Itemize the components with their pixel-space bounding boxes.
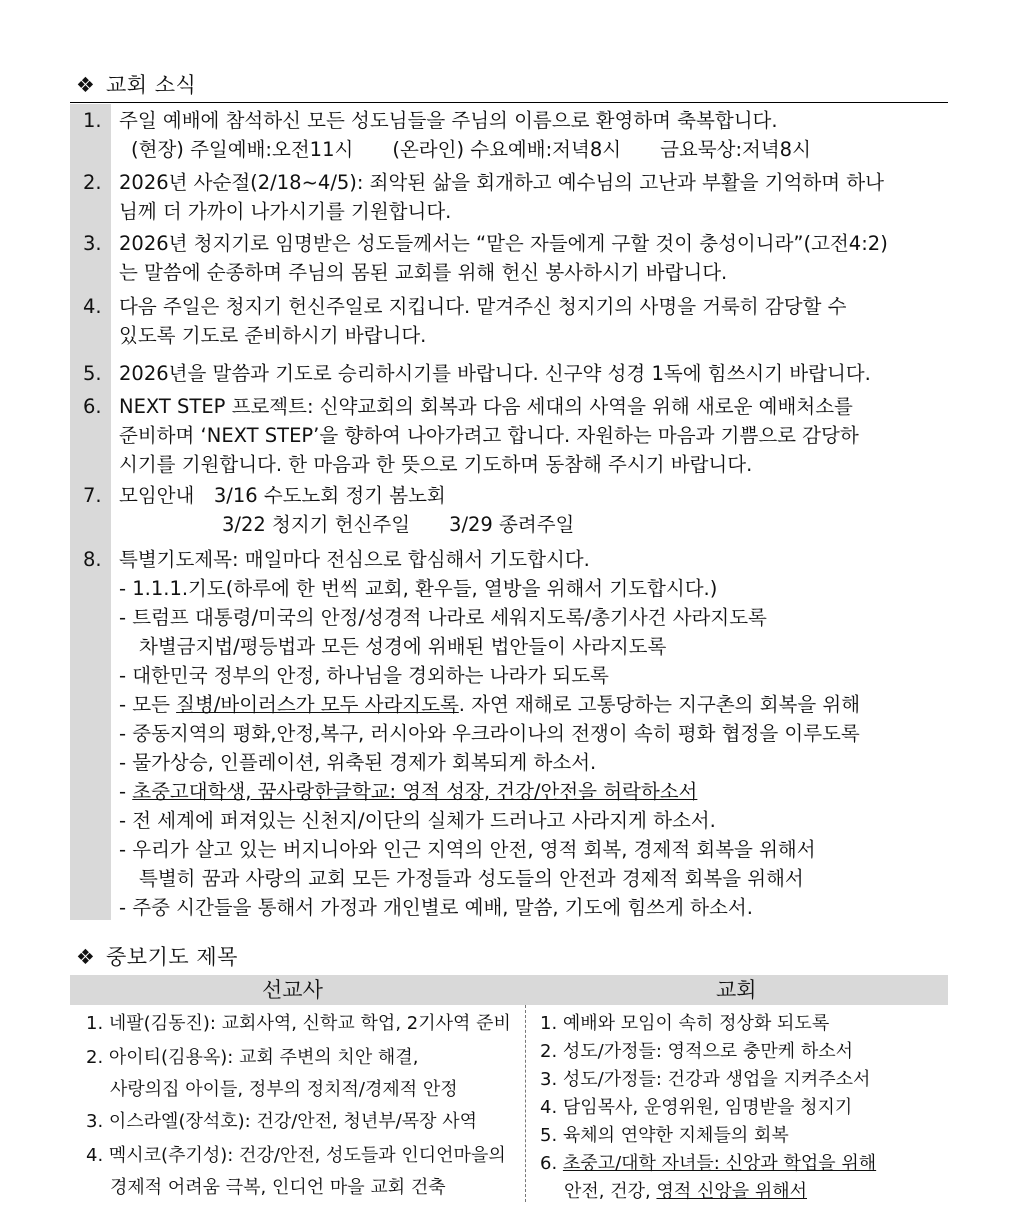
item-number: 2. (83, 171, 102, 194)
item-number: 6. (83, 395, 102, 418)
item-line: 2026년 청지기로 임명받은 성도들께서는 “맡은 자들에게 구할 것이 충성이니라”(고전4:2) (119, 232, 888, 255)
prayer-sub-item: - 주중 시간들을 통해서 가정과 개인별로 예배, 말씀, 기도에 힘쓰게 하소서. (119, 896, 753, 919)
item-line: 있도록 기도로 준비하시기 바랍니다. (119, 324, 427, 347)
church-item-prefix: 6. (540, 1153, 563, 1174)
prayer-sub-item (119, 690, 949, 719)
church-item: 5. 육체의 연약한 지체들의 회복 (540, 1125, 789, 1146)
item-line: 모임안내 3/16 수도노회 정기 봄노회 (119, 484, 446, 507)
diamond-bullet-icon: ❖ (76, 945, 96, 969)
prayer-sub-item (119, 777, 949, 806)
news-title-rule (70, 102, 948, 103)
church-column-header: 교회 (716, 978, 757, 1002)
item-line: 시기를 기원합니다. 한 마음과 한 뜻으로 기도하며 동참해 주시기 바랍니다. (119, 453, 753, 476)
prayer-sub-item: - 1.1.1.기도(하루에 한 번씩 교회, 환우들, 열방을 위해서 기도합시다.) (119, 577, 718, 600)
sub-item-prefix: - (119, 780, 133, 803)
item-line: 3/22 청지기 헌신주일 3/29 종려주일 (222, 513, 575, 536)
prayer-sub-item: - 대한민국 정부의 안정, 하나님을 경외하는 나라가 되도록 (119, 664, 609, 687)
item-number: 7. (83, 484, 102, 507)
prayer-title-text: 중보기도 제목 (106, 945, 238, 969)
church-item (540, 1150, 940, 1178)
item-number: 3. (83, 232, 102, 255)
prayer-sub-item: 차별금지법/평등법과 모든 성경에 위배된 법안들이 사라지도록 (139, 635, 667, 658)
missionary-item: 1. 네팔(김동진): 교회사역, 신학교 학업, 2기사역 준비 (86, 1013, 511, 1034)
missionary-item: 3. 이스라엘(장석호): 건강/안전, 청년부/목장 사역 (86, 1111, 478, 1132)
missionary-item-continued: 경제적 어려움 극복, 인디언 마을 교회 건축 (110, 1177, 446, 1198)
item-line: NEXT STEP 프로젝트: 신약교회의 회복과 다음 세대의 사역을 위해 새로운 예배처소를 (119, 395, 853, 418)
church-item: 3. 성도/가정들: 건강과 생업을 지켜주소서 (540, 1069, 871, 1090)
church-item: 2. 성도/가정들: 영적으로 충만케 하소서 (540, 1041, 854, 1062)
underlined-phrase: 질병/바이러스가 모두 사라지도록 (176, 693, 459, 716)
church-item-continued (540, 1178, 940, 1206)
news-title-text: 교회 소식 (106, 73, 197, 97)
underlined-phrase: 영적 신앙을 위해서 (656, 1181, 807, 1202)
item-line: 님께 더 가까이 나가시기를 기원합니다. (119, 200, 452, 223)
number-column-shade (70, 104, 111, 920)
item-line: 2026년을 말씀과 기도로 승리하시기를 바랍니다. 신구약 성경 1독에 힘쓰시기 바랍니다. (119, 362, 871, 385)
missionary-column-header: 선교사 (262, 978, 323, 1002)
prayer-sub-item: - 전 세계에 퍼져있는 신천지/이단의 실체가 드러나고 사라지게 하소서. (119, 809, 716, 832)
missionary-list (86, 1010, 518, 1202)
item-number: 8. (83, 548, 102, 571)
item-line: (현장) 주일예배:오전11시 (온라인) 수요예배:저녁8시 금요묵상:저녁8시 (131, 138, 811, 161)
diamond-bullet-icon: ❖ (76, 73, 96, 97)
item-line: 준비하며 ‘NEXT STEP’을 향하여 나아가려고 합니다. 자원하는 마음과 기쁨으로 감당하 (119, 424, 859, 447)
prayer-sub-item: - 중동지역의 평화,안정,복구, 러시아와 우크라이나의 전쟁이 속히 평화 협정을 이루도록 (119, 722, 860, 745)
missionary-item: 2. 아이티(김용옥): 교회 주변의 치안 해결, (86, 1047, 419, 1068)
prayer-sub-item: 특별히 꿈과 사랑의 교회 모든 가정들과 성도들의 안전과 경제적 회복을 위해서 (139, 867, 804, 890)
prayer-table-header (70, 975, 948, 1005)
underlined-phrase: 초중고대학생, 꿈사랑한글학교: 영적 성장, 건강/안전을 허락하소서 (132, 780, 698, 803)
item-line: 주일 예배에 참석하신 모든 성도님들을 주님의 이름으로 환영하며 축복합니다. (119, 109, 778, 132)
church-item: 1. 예배와 모임이 속히 정상화 되도록 (540, 1013, 830, 1034)
missionary-item-continued: 사랑의집 아이들, 정부의 정치적/경제적 안정 (110, 1079, 458, 1100)
missionary-item: 4. 멕시코(추기성): 건강/안전, 성도들과 인디언마을의 (86, 1145, 506, 1166)
column-divider (525, 1005, 527, 1202)
underlined-phrase: 초중고/대학 자녀들: 신앙과 학업을 위해 (562, 1153, 877, 1174)
prayer-section-title (76, 944, 238, 970)
item-line: 특별기도제목: 매일마다 전심으로 합심해서 기도합시다. (119, 548, 590, 571)
item-line: 는 말씀에 순종하며 주님의 몸된 교회를 위해 헌신 봉사하시기 바랍니다. (119, 261, 728, 284)
church-item-prefix: 안전, 건강, (564, 1181, 657, 1202)
church-list (540, 1010, 940, 1206)
sub-item-rest: . 자연 재해로 고통당하는 지구촌의 회복을 위해 (458, 693, 861, 716)
item-number: 5. (83, 362, 102, 385)
prayer-sub-item: - 우리가 살고 있는 버지니아와 인근 지역의 안전, 영적 회복, 경제적 회복을 위해서 (119, 838, 816, 861)
sub-item-prefix: - 모든 (119, 693, 177, 716)
item-line: 다음 주일은 청지기 헌신주일로 지킵니다. 맡겨주신 청지기의 사명을 거룩히 감당할 수 (119, 295, 847, 318)
prayer-sub-item: - 트럼프 대통령/미국의 안정/성경적 나라로 세워지도록/총기사건 사라지도록 (119, 606, 767, 629)
news-section-title (76, 72, 196, 98)
item-line: 2026년 사순절(2/18~4/5): 죄악된 삶을 회개하고 예수님의 고난과 부활을 기억하며 하나 (119, 171, 884, 194)
item-number: 4. (83, 295, 102, 318)
church-item: 4. 담임목사, 운영위원, 임명받을 청지기 (540, 1097, 853, 1118)
prayer-sub-item: - 물가상승, 인플레이션, 위축된 경제가 회복되게 하소서. (119, 751, 597, 774)
item-number: 1. (83, 109, 102, 132)
